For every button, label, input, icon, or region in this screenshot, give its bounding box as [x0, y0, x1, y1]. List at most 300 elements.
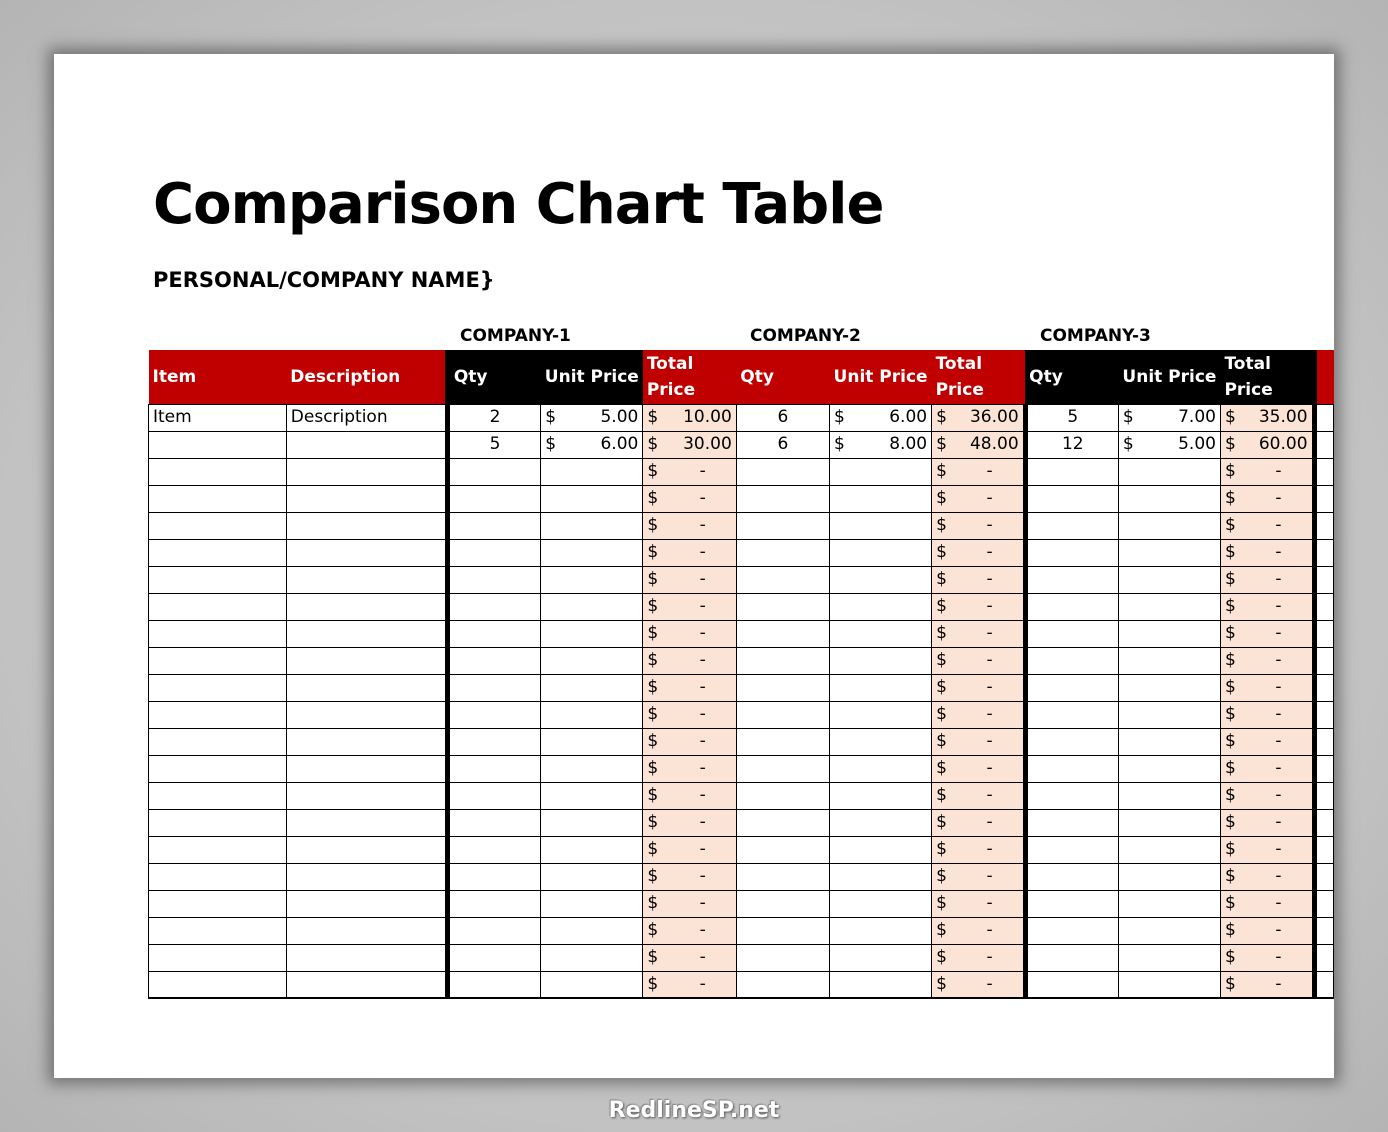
item-cell[interactable]: [149, 539, 287, 566]
qty-cell[interactable]: [736, 512, 829, 539]
unit-price-cell[interactable]: [1118, 539, 1220, 566]
item-cell[interactable]: [149, 701, 287, 728]
empty-total-dash: -: [699, 947, 706, 967]
description-cell[interactable]: [286, 674, 447, 701]
unit-price-cell[interactable]: [1118, 755, 1220, 782]
description-cell[interactable]: [286, 809, 447, 836]
unit-price-cell[interactable]: [541, 971, 643, 998]
empty-total-dash: -: [699, 785, 706, 805]
unit-price-cell[interactable]: [541, 593, 643, 620]
table-row: [149, 620, 1334, 647]
qty-cell[interactable]: [447, 782, 540, 809]
qty-cell[interactable]: [736, 809, 829, 836]
qty-cell[interactable]: [447, 647, 540, 674]
description-cell[interactable]: [286, 782, 447, 809]
unit-price-cell[interactable]: [541, 701, 643, 728]
empty-total-dash: -: [986, 488, 993, 508]
unit-price-cell[interactable]: [541, 404, 643, 431]
unit-price-cell[interactable]: [830, 917, 932, 944]
qty-cell[interactable]: 12: [1025, 431, 1118, 458]
empty-total-dash: -: [699, 677, 706, 697]
unit-price-cell[interactable]: [830, 404, 932, 431]
unit-price-cell[interactable]: [830, 701, 932, 728]
total-price-cell: [643, 755, 736, 782]
item-cell[interactable]: [149, 917, 287, 944]
total-price-cell: [1220, 674, 1314, 701]
qty-cell[interactable]: [1025, 593, 1118, 620]
table-row: [149, 944, 1334, 971]
currency-symbol: $: [1224, 947, 1236, 967]
company-label-2: COMPANY-2: [750, 326, 861, 346]
company-4-partial-cell: [1314, 755, 1333, 782]
qty-cell[interactable]: [736, 539, 829, 566]
qty-cell[interactable]: [736, 647, 829, 674]
total-price-cell: [932, 728, 1026, 755]
company-4-partial-cell: [1314, 971, 1333, 998]
unit-price-cell[interactable]: [541, 809, 643, 836]
unit-price-cell[interactable]: [1118, 782, 1220, 809]
description-cell[interactable]: [286, 863, 447, 890]
qty-cell[interactable]: [1025, 458, 1118, 485]
unit-price-cell[interactable]: [541, 647, 643, 674]
currency-symbol: $: [1224, 650, 1236, 670]
total-price-cell: [932, 755, 1026, 782]
unit-price-cell[interactable]: [541, 863, 643, 890]
unit-price-cell[interactable]: [541, 836, 643, 863]
unit-price-cell[interactable]: [830, 890, 932, 917]
unit-price-cell[interactable]: [1118, 458, 1220, 485]
item-cell[interactable]: [149, 647, 287, 674]
qty-cell[interactable]: [736, 782, 829, 809]
company-4-partial-cell: [1314, 863, 1333, 890]
unit-price-cell[interactable]: [830, 431, 932, 458]
qty-cell[interactable]: [1025, 971, 1118, 998]
unit-price-cell[interactable]: [830, 647, 932, 674]
unit-price-cell[interactable]: [830, 539, 932, 566]
unit-price-cell[interactable]: [541, 512, 643, 539]
total-price-cell: [643, 863, 736, 890]
currency-symbol: $: [647, 973, 659, 994]
unit-price-cell[interactable]: [830, 566, 932, 593]
item-cell[interactable]: [149, 944, 287, 971]
unit-price-cell[interactable]: [1118, 647, 1220, 674]
unit-price-cell[interactable]: [1118, 566, 1220, 593]
qty-cell[interactable]: [447, 674, 540, 701]
qty-cell[interactable]: [1025, 890, 1118, 917]
qty-cell[interactable]: [1025, 782, 1118, 809]
table-row: [149, 809, 1334, 836]
item-cell[interactable]: [149, 431, 287, 458]
qty-cell[interactable]: 2: [447, 404, 540, 431]
description-cell[interactable]: [286, 755, 447, 782]
qty-cell[interactable]: 6: [736, 404, 829, 431]
unit-price-cell[interactable]: [1118, 485, 1220, 512]
currency-symbol: $: [936, 488, 947, 508]
company-4-partial-cell: [1314, 539, 1333, 566]
total-price-cell: [932, 809, 1026, 836]
currency-symbol: $: [936, 623, 947, 643]
currency-symbol: $: [834, 434, 845, 454]
description-cell[interactable]: [286, 485, 447, 512]
total-price-cell: [932, 620, 1026, 647]
header-total-price-2: Total Price: [932, 350, 1026, 404]
qty-cell[interactable]: [447, 593, 540, 620]
unit-price-cell[interactable]: [830, 620, 932, 647]
empty-total-dash: -: [699, 866, 706, 886]
empty-total-dash: -: [699, 623, 706, 643]
empty-total-dash: -: [986, 650, 993, 670]
currency-symbol: $: [647, 623, 659, 643]
description-cell[interactable]: [286, 944, 447, 971]
qty-cell[interactable]: [736, 566, 829, 593]
unit-price-cell[interactable]: [830, 674, 932, 701]
total-price-cell: [1220, 782, 1314, 809]
description-cell[interactable]: [286, 836, 447, 863]
currency-symbol: $: [545, 407, 557, 427]
currency-symbol: $: [1224, 461, 1236, 481]
table-row: [149, 701, 1334, 728]
watermark: RedlineSP.net: [608, 1098, 780, 1123]
qty-cell[interactable]: [1025, 944, 1118, 971]
currency-symbol: $: [1224, 920, 1236, 940]
item-cell[interactable]: Item: [149, 404, 287, 431]
item-cell[interactable]: [149, 593, 287, 620]
qty-cell[interactable]: [736, 917, 829, 944]
empty-total-dash: -: [699, 893, 706, 913]
unit-price-cell[interactable]: [1118, 593, 1220, 620]
unit-price-cell[interactable]: [830, 485, 932, 512]
qty-cell[interactable]: [1025, 674, 1118, 701]
qty-cell[interactable]: [1025, 863, 1118, 890]
description-cell[interactable]: [286, 539, 447, 566]
unit-price-cell[interactable]: [830, 458, 932, 485]
qty-cell[interactable]: [1025, 512, 1118, 539]
unit-price-cell[interactable]: [830, 971, 932, 998]
table-row: [149, 917, 1334, 944]
total-price-cell: [1220, 539, 1314, 566]
item-cell[interactable]: [149, 890, 287, 917]
table-row: [149, 593, 1334, 620]
empty-total-dash: -: [1275, 758, 1282, 778]
qty-cell[interactable]: [447, 701, 540, 728]
qty-cell[interactable]: [1025, 728, 1118, 755]
unit-price-cell[interactable]: [1118, 701, 1220, 728]
qty-cell[interactable]: [447, 566, 540, 593]
unit-price-cell[interactable]: [541, 782, 643, 809]
currency-symbol: $: [647, 515, 659, 535]
empty-total-dash: -: [1275, 947, 1282, 967]
qty-cell[interactable]: [736, 701, 829, 728]
unit-price-value: 5.00: [1178, 434, 1216, 454]
total-price-cell: [1220, 728, 1314, 755]
qty-cell[interactable]: [1025, 485, 1118, 512]
qty-cell[interactable]: [1025, 647, 1118, 674]
qty-cell[interactable]: [736, 944, 829, 971]
item-cell[interactable]: [149, 782, 287, 809]
total-price-cell: [1220, 512, 1314, 539]
currency-symbol: $: [647, 461, 659, 481]
unit-price-cell[interactable]: [541, 728, 643, 755]
description-cell[interactable]: [286, 701, 447, 728]
qty-cell[interactable]: [736, 890, 829, 917]
empty-total-dash: -: [699, 973, 706, 994]
qty-cell[interactable]: [1025, 917, 1118, 944]
unit-price-cell[interactable]: [830, 593, 932, 620]
empty-total-dash: -: [1275, 731, 1282, 751]
item-cell[interactable]: [149, 863, 287, 890]
qty-cell[interactable]: [736, 863, 829, 890]
qty-cell[interactable]: [447, 539, 540, 566]
unit-price-cell[interactable]: [1118, 971, 1220, 998]
qty-cell[interactable]: [1025, 566, 1118, 593]
table-row: [149, 485, 1334, 512]
item-cell[interactable]: [149, 728, 287, 755]
table-row: [149, 539, 1334, 566]
qty-cell[interactable]: [736, 485, 829, 512]
qty-cell[interactable]: [736, 458, 829, 485]
item-cell[interactable]: [149, 674, 287, 701]
unit-price-cell[interactable]: [1118, 809, 1220, 836]
unit-price-cell[interactable]: [541, 431, 643, 458]
empty-total-dash: -: [699, 596, 706, 616]
unit-price-cell[interactable]: [830, 836, 932, 863]
table-row: [149, 755, 1334, 782]
empty-total-dash: -: [986, 893, 993, 913]
unit-price-cell[interactable]: [541, 458, 643, 485]
unit-price-cell[interactable]: [1118, 728, 1220, 755]
currency-symbol: $: [647, 704, 659, 724]
description-cell[interactable]: [286, 566, 447, 593]
item-cell[interactable]: [149, 620, 287, 647]
qty-cell[interactable]: [736, 755, 829, 782]
qty-cell[interactable]: 6: [736, 431, 829, 458]
qty-cell[interactable]: [1025, 620, 1118, 647]
unit-price-cell[interactable]: [1118, 863, 1220, 890]
currency-symbol: $: [1224, 569, 1236, 589]
qty-cell[interactable]: [447, 917, 540, 944]
table-row: [149, 458, 1334, 485]
qty-cell[interactable]: [736, 593, 829, 620]
table-row: [149, 566, 1334, 593]
company-4-partial-cell: [1314, 404, 1333, 431]
description-cell[interactable]: [286, 647, 447, 674]
empty-total-dash: -: [699, 569, 706, 589]
total-price-cell: [643, 890, 736, 917]
empty-total-dash: -: [1275, 866, 1282, 886]
description-cell[interactable]: [286, 458, 447, 485]
unit-price-value: 6.00: [889, 407, 928, 427]
currency-symbol: $: [936, 947, 947, 967]
unit-price-cell[interactable]: [1118, 404, 1220, 431]
currency-symbol: $: [647, 569, 659, 589]
unit-price-cell[interactable]: [1118, 944, 1220, 971]
item-cell[interactable]: [149, 566, 287, 593]
description-cell[interactable]: [286, 971, 447, 998]
unit-price-cell[interactable]: [1118, 512, 1220, 539]
empty-total-dash: -: [1275, 677, 1282, 697]
total-price-cell: [932, 971, 1026, 998]
unit-price-value: 7.00: [1178, 407, 1216, 427]
total-price-cell: [643, 971, 736, 998]
empty-total-dash: -: [986, 704, 993, 724]
total-price-cell: [932, 458, 1026, 485]
currency-symbol: $: [1224, 407, 1236, 427]
qty-cell[interactable]: [736, 620, 829, 647]
qty-cell[interactable]: [736, 836, 829, 863]
currency-symbol: $: [647, 407, 659, 427]
total-price-cell: [643, 458, 736, 485]
currency-symbol: $: [1224, 704, 1236, 724]
description-cell[interactable]: [286, 431, 447, 458]
company-4-partial-cell: [1314, 485, 1333, 512]
currency-symbol: $: [1224, 515, 1236, 535]
unit-price-cell[interactable]: [830, 728, 932, 755]
unit-price-cell[interactable]: [1118, 917, 1220, 944]
description-cell[interactable]: [286, 890, 447, 917]
qty-cell[interactable]: [447, 890, 540, 917]
qty-cell[interactable]: [447, 512, 540, 539]
description-cell[interactable]: [286, 917, 447, 944]
item-cell[interactable]: [149, 485, 287, 512]
qty-cell[interactable]: [447, 755, 540, 782]
empty-total-dash: -: [1275, 650, 1282, 670]
unit-price-cell[interactable]: [1118, 431, 1220, 458]
qty-cell[interactable]: [447, 836, 540, 863]
qty-cell[interactable]: [736, 674, 829, 701]
description-cell[interactable]: Description: [286, 404, 447, 431]
empty-total-dash: -: [699, 461, 706, 481]
currency-symbol: $: [647, 947, 659, 967]
unit-price-cell[interactable]: [1118, 836, 1220, 863]
unit-price-cell[interactable]: [541, 674, 643, 701]
qty-cell[interactable]: [1025, 701, 1118, 728]
description-cell[interactable]: [286, 512, 447, 539]
unit-price-cell[interactable]: [1118, 890, 1220, 917]
unit-price-cell[interactable]: [830, 782, 932, 809]
qty-cell[interactable]: 5: [447, 431, 540, 458]
total-price-cell: [932, 863, 1026, 890]
empty-total-dash: -: [1275, 893, 1282, 913]
total-price-cell: [643, 701, 736, 728]
empty-total-dash: -: [1275, 623, 1282, 643]
currency-symbol: $: [1224, 542, 1236, 562]
total-price-cell: [643, 647, 736, 674]
unit-price-cell[interactable]: [541, 890, 643, 917]
qty-cell[interactable]: [447, 944, 540, 971]
header-description: Description: [286, 350, 447, 404]
page-subtitle: PERSONAL/COMPANY NAME}: [153, 268, 495, 292]
qty-cell[interactable]: [1025, 539, 1118, 566]
qty-cell[interactable]: [447, 728, 540, 755]
company-4-partial-cell: [1314, 701, 1333, 728]
total-price-cell: [643, 566, 736, 593]
qty-cell[interactable]: [447, 458, 540, 485]
empty-total-dash: -: [986, 973, 993, 994]
company-4-partial-cell: [1314, 431, 1333, 458]
qty-cell[interactable]: [447, 863, 540, 890]
qty-cell[interactable]: [1025, 755, 1118, 782]
unit-price-cell[interactable]: [1118, 674, 1220, 701]
total-price-cell: [643, 404, 736, 431]
currency-symbol: $: [1224, 866, 1236, 886]
total-price-cell: [932, 701, 1026, 728]
unit-price-cell[interactable]: [541, 620, 643, 647]
item-cell[interactable]: [149, 458, 287, 485]
header-qty-1: Qty: [447, 350, 540, 404]
item-cell[interactable]: [149, 755, 287, 782]
description-cell[interactable]: [286, 593, 447, 620]
qty-cell[interactable]: [1025, 809, 1118, 836]
item-cell[interactable]: [149, 809, 287, 836]
total-price-cell: [1220, 863, 1314, 890]
qty-cell[interactable]: 5: [1025, 404, 1118, 431]
table-row: [149, 728, 1334, 755]
qty-cell[interactable]: [736, 971, 829, 998]
qty-cell[interactable]: [447, 809, 540, 836]
total-price-cell: [932, 404, 1026, 431]
comparison-table: [148, 350, 1334, 999]
empty-total-dash: -: [1275, 596, 1282, 616]
unit-price-cell[interactable]: [541, 539, 643, 566]
qty-cell[interactable]: [1025, 836, 1118, 863]
currency-symbol: $: [936, 515, 947, 535]
currency-symbol: $: [936, 596, 947, 616]
item-cell[interactable]: [149, 836, 287, 863]
unit-price-cell[interactable]: [830, 863, 932, 890]
unit-price-cell[interactable]: [1118, 620, 1220, 647]
unit-price-cell[interactable]: [830, 809, 932, 836]
unit-price-cell[interactable]: [541, 485, 643, 512]
total-price-cell: [1220, 890, 1314, 917]
qty-cell[interactable]: [447, 485, 540, 512]
header-total-price-3: Total Price: [1220, 350, 1314, 404]
currency-symbol: $: [936, 893, 947, 913]
qty-cell[interactable]: [447, 971, 540, 998]
unit-price-cell[interactable]: [541, 566, 643, 593]
description-cell[interactable]: [286, 728, 447, 755]
empty-total-dash: -: [699, 731, 706, 751]
page-title: Comparison Chart Table: [153, 172, 884, 237]
total-price-cell: [932, 890, 1026, 917]
currency-symbol: $: [647, 650, 659, 670]
unit-price-value: 8.00: [889, 434, 928, 454]
currency-symbol: $: [647, 785, 659, 805]
empty-total-dash: -: [1275, 515, 1282, 535]
empty-total-dash: -: [1275, 785, 1282, 805]
unit-price-cell[interactable]: [541, 917, 643, 944]
unit-price-cell[interactable]: [541, 944, 643, 971]
total-price-cell: [932, 917, 1026, 944]
qty-cell[interactable]: [447, 620, 540, 647]
item-cell[interactable]: [149, 971, 287, 998]
total-price-cell: [643, 620, 736, 647]
description-cell[interactable]: [286, 620, 447, 647]
total-price-cell: [1220, 485, 1314, 512]
unit-price-cell[interactable]: [541, 755, 643, 782]
company-label-3: COMPANY-3: [1040, 326, 1151, 346]
unit-price-cell[interactable]: [830, 512, 932, 539]
currency-symbol: $: [1224, 758, 1236, 778]
total-price-cell: [932, 593, 1026, 620]
currency-symbol: $: [647, 596, 659, 616]
unit-price-cell[interactable]: [830, 944, 932, 971]
currency-symbol: $: [1224, 973, 1236, 994]
table-row: [149, 836, 1334, 863]
unit-price-cell[interactable]: [830, 755, 932, 782]
total-price-cell: [1220, 701, 1314, 728]
item-cell[interactable]: [149, 512, 287, 539]
qty-cell[interactable]: [736, 728, 829, 755]
